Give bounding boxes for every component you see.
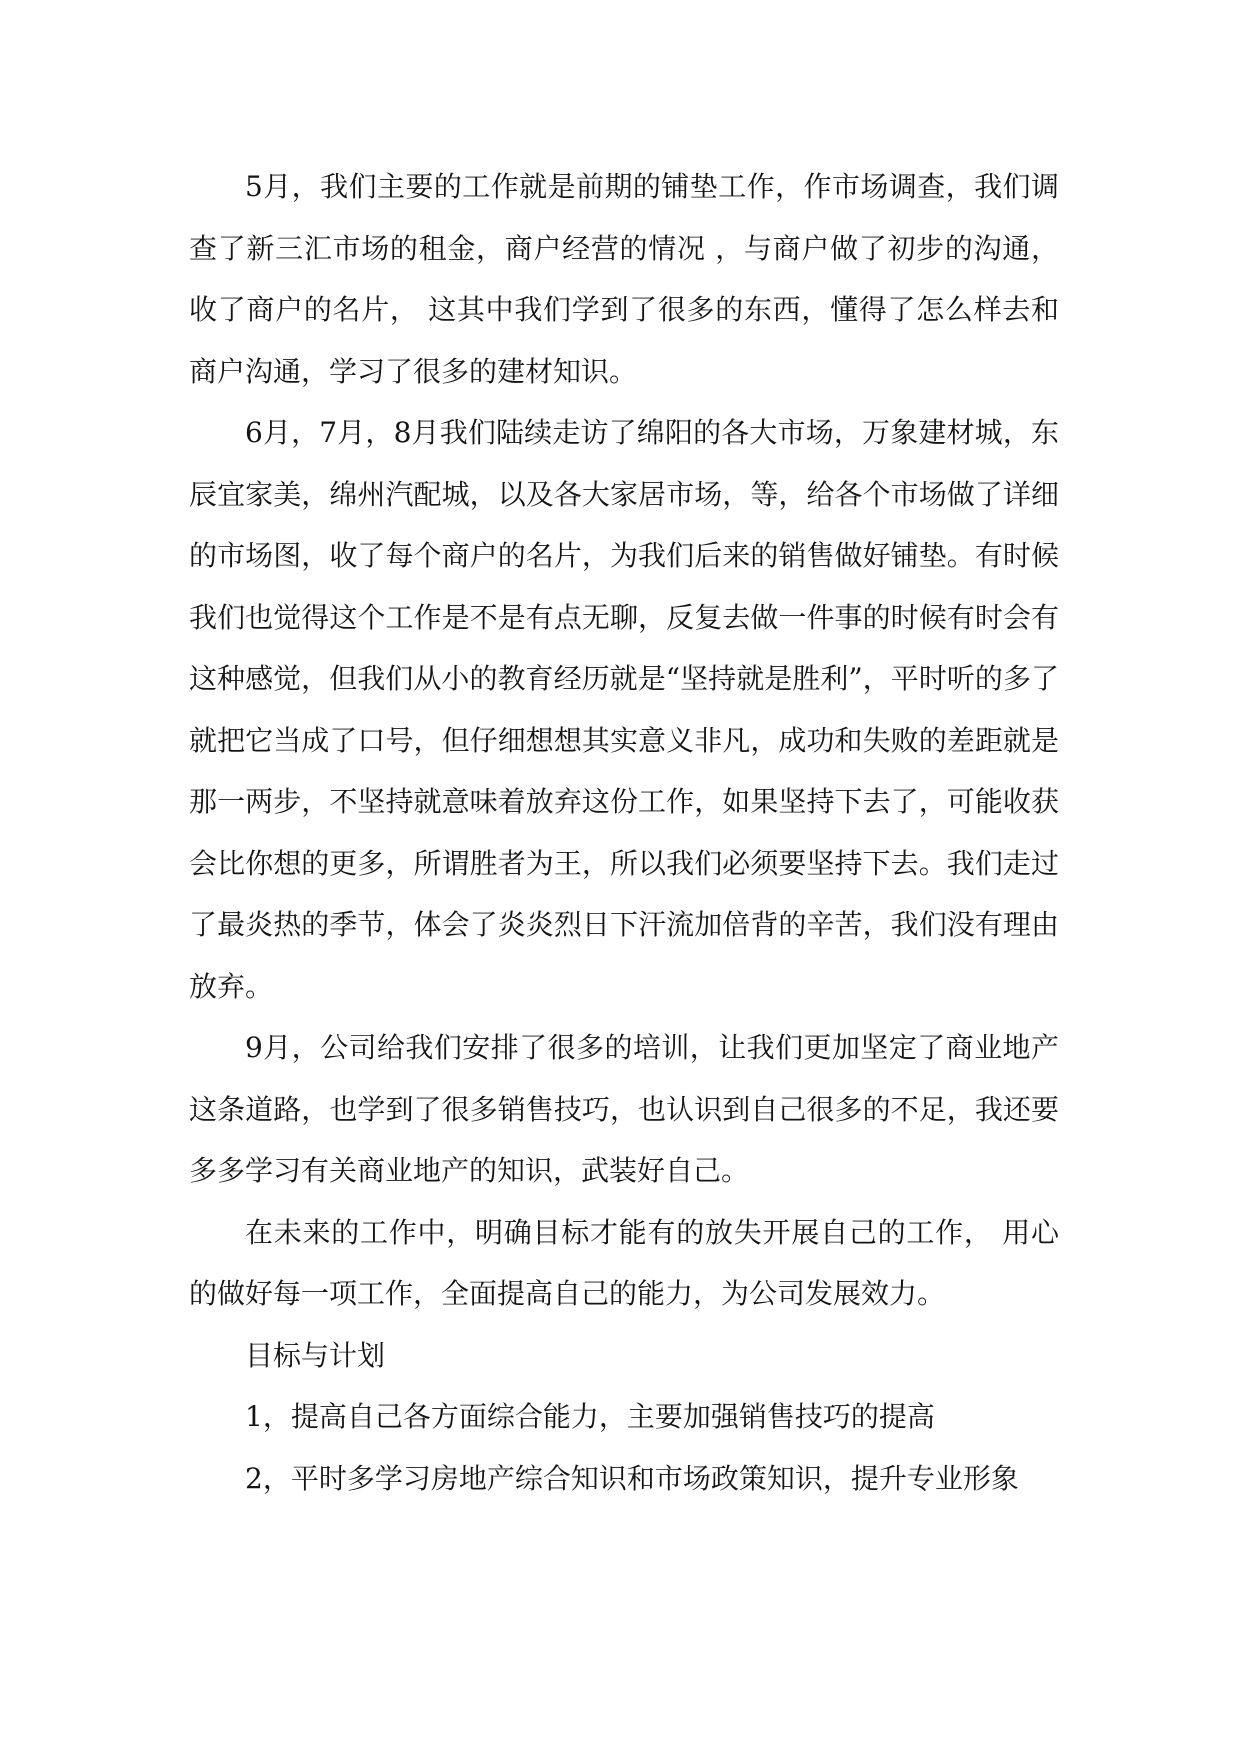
plan-item-1: 1，提高自己各方面综合能力，主要加强销售技巧的提高 (245, 1400, 935, 1433)
paragraph-may: 5月，我们主要的工作就是前期的铺垫工作，作市场调查，我们调查了新三汇市场的租金，商户经营的情况 ，与商户做了初步的沟通，收了商户的名片， 这其中我们学到了很多的东西，懂得了怎么样去和商户沟通，学习了很多的建材知识。 (189, 170, 1059, 388)
document-body (189, 156, 1059, 1509)
paragraph-june-august: 6月，7月，8月我们陆续走访了绵阳的各大市场，万象建材城，东辰宜家美，绵州汽配城，以及各大家居市场，等，给各个市场做了详细的市场图，收了每个商户的名片，为我们后来的销售做好铺垫。有时候我们也觉得这个工作是不是有点无聊，反复去做一件事的时候有时会有这种感觉，但我们从小的教育经历就是“坚持就是胜利”，平时听的多了就把它当成了口号，但仔细想想其实意义非凡，成功和失败的差距就是那一两步，不坚持就意味着放弃这份工作，如果坚持下去了，可能收获会比你想的更多，所谓胜者为王，所以我们必须要坚持下去。我们走过了最炎热的季节，体会了炎炎烈日下汗流加倍背的辛苦，我们没有理由放弃。 (189, 416, 1059, 1003)
plan-item-2: 2，平时多学习房地产综合知识和市场政策知识，提升专业形象 (245, 1461, 1019, 1495)
paragraph-future: 在未来的工作中，明确目标才能有的放失开展自己的工作， 用心的做好每一项工作，全面提高自己的能力，为公司发展效力。 (189, 1215, 1059, 1310)
section-heading: 目标与计划 (245, 1338, 386, 1372)
paragraph-september: 9月，公司给我们安排了很多的培训，让我们更加坚定了商业地产这条道路，也学到了很多销售技巧，也认识到自己很多的不足，我还要多多学习有关商业地产的知识，武装好自己。 (189, 1031, 1059, 1187)
